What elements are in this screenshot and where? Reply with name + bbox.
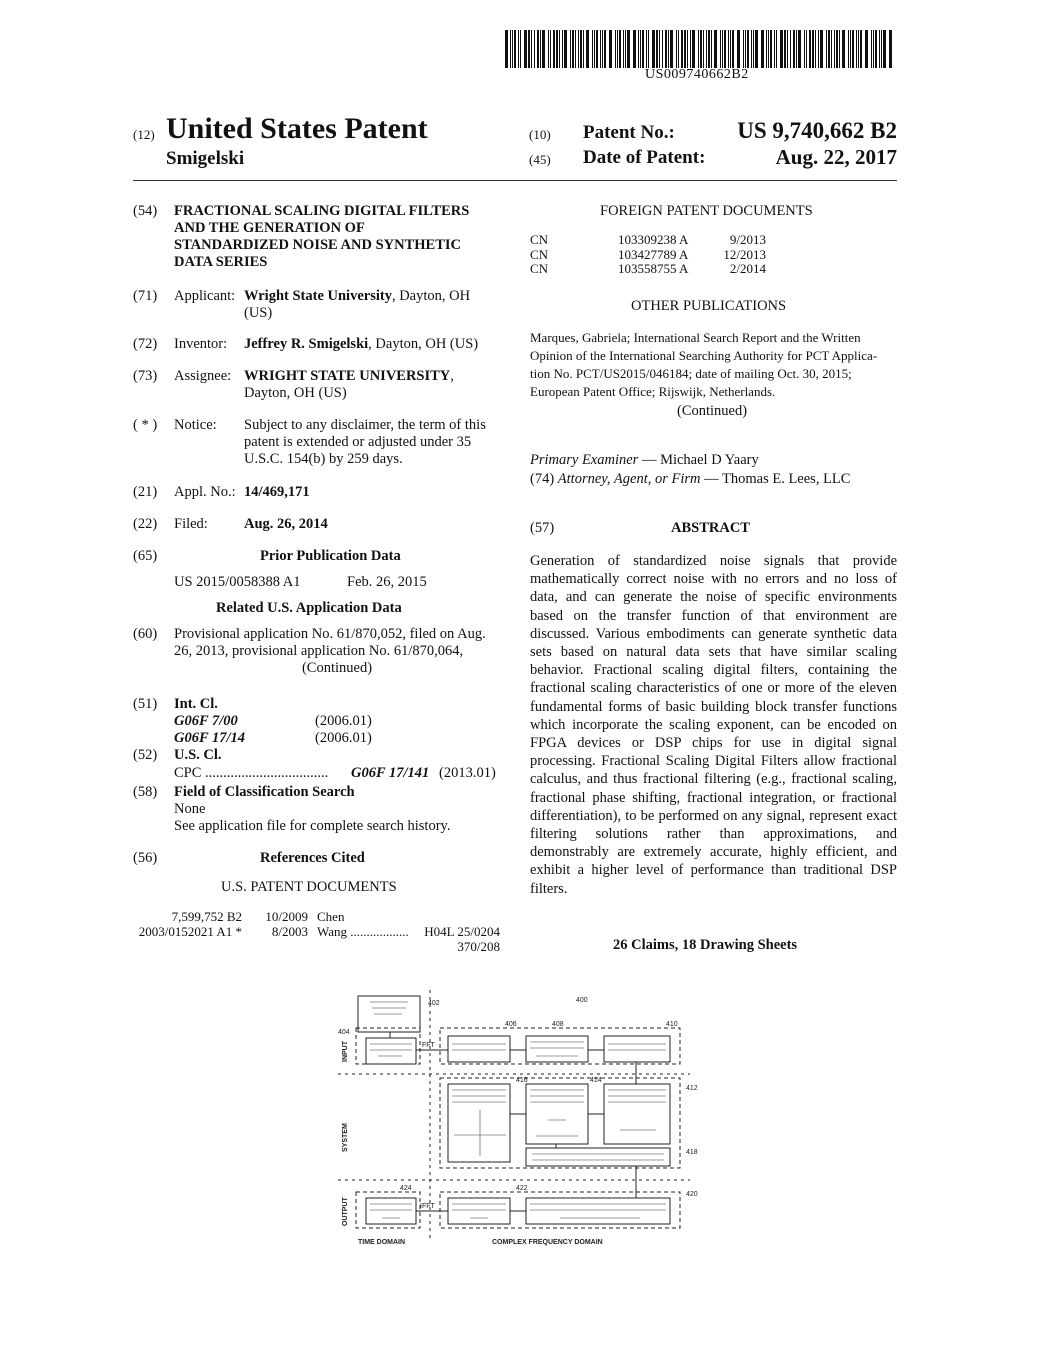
barcode-bar [790,30,791,68]
barcode-bar [714,30,717,68]
barcode-bar [583,30,584,68]
barcode-bar [774,30,775,68]
barcode-bar [836,30,838,68]
barcode-bar [708,30,710,68]
us-doc-extra-class: 370/208 [457,939,500,954]
barcode-bar [873,30,874,68]
barcode-bar [553,30,555,68]
date-label: Date of Patent: [583,147,706,168]
barcode-bar [881,30,882,68]
us-doc-class: H04L 25/0204 [424,924,500,939]
us-doc-number: 7,599,752 B2 [171,909,242,924]
barcode-bar [745,30,746,68]
foreign-country: CN [530,246,549,262]
tag-60: (60) [133,626,158,642]
assignee-comma: , [450,368,454,384]
fig-ref-406: 406 [505,1021,517,1028]
related-heading: Related U.S. Application Data [216,600,402,616]
barcode-bar [737,30,740,68]
fig-fft-label: FFT [422,1042,435,1049]
barcode-bar [883,30,886,68]
foreign-country: CN [530,261,549,276]
barcode-bar [852,30,854,68]
barcode-bar [856,30,857,68]
cpc-year: (2013.01) [439,765,496,781]
tag-22: (22) [133,516,158,532]
fig-output-label: OUTPUT [342,1197,349,1226]
barcode-bar [850,30,851,68]
barcode-bar [670,30,673,68]
barcode-bar [826,30,827,68]
barcode-bar [514,30,516,68]
barcode-bar [592,30,593,68]
fig-box-412 [604,1084,670,1144]
assignee-label: Assignee: [174,368,232,384]
barcode-bar [604,30,606,68]
barcode-bar [865,30,868,68]
foreign-country: CN [530,232,549,247]
fig-ref-402: 402 [428,1000,440,1007]
barcode-bar [831,30,832,68]
examiner-label: Primary Examiner [530,452,639,468]
barcode-bar [690,30,691,68]
us-doc-row [133,909,500,924]
barcode-bar [617,30,618,68]
barcode-bar [656,30,658,68]
barcode-bar [889,30,892,68]
barcode-bar [652,30,655,68]
barcode-bar [858,30,859,68]
barcode-bar [668,30,669,68]
foreign-number: 103309238 A [618,232,689,247]
other-pub-line: European Patent Office; Rijswijk, Netherlands. [530,384,776,399]
barcode-bar [698,30,699,68]
barcode-bar [796,30,797,68]
tag-10: (10) [529,127,551,142]
barcode-bar [681,30,683,68]
field-search-label: Field of Classification Search [174,784,355,800]
us-docs-heading: U.S. PATENT DOCUMENTS [221,879,397,895]
provisional-continued: (Continued) [301,660,373,676]
cpc-code: G06F 17/141 [351,765,430,781]
tag-12: (12) [133,127,155,142]
inventor-label: Inventor: [174,336,228,352]
barcode-bar [871,30,872,68]
barcode-bar [528,30,530,68]
title-line: DATA SERIES [174,254,268,270]
notice-line: patent is extended or adjusted under 35 [244,434,472,450]
fig-box-406 [448,1036,510,1062]
foreign-number: 103558755 A [618,261,689,276]
other-pub-line: Marques, Gabriela; International Search Report and the Written [530,330,861,345]
applicant [244,288,470,322]
fig-ref-414: 414 [590,1077,602,1084]
barcode-number: US009740662B2 [645,67,749,82]
foreign-number: 103427789 A [618,246,689,262]
fig-time-domain: TIME DOMAIN [358,1239,406,1246]
barcode-bar [828,30,830,68]
barcode-bar [761,30,764,68]
barcode-bar [798,30,801,68]
barcode-bar [770,30,772,68]
barcode-bar [812,30,814,68]
barcode-bar [648,30,649,68]
fig-box-414 [526,1084,588,1144]
applicant-country: (US) [244,305,273,321]
barcode-bar [678,30,679,68]
us-doc-name: Wang .................. [317,924,409,939]
title-line: FRACTIONAL SCALING DIGITAL FILTERS [174,203,470,219]
barcode-bar [520,30,521,68]
tag-58: (58) [133,784,158,800]
barcode-bar [751,30,752,68]
attorney-name: — Thomas E. Lees, LLC [704,471,851,487]
fig-freq-domain: COMPLEX FREQUENCY DOMAIN [492,1239,603,1246]
barcode-bar [720,30,721,68]
int-cl-year: (2006.01) [315,713,372,729]
fig-box-424 [366,1198,416,1224]
inventor-location: , Dayton, OH (US) [368,336,479,352]
foreign-date: 2/2014 [729,261,766,276]
barcode-bar [531,30,532,68]
assignee-location: Dayton, OH (US) [244,385,347,401]
barcode-bar [594,30,595,68]
references-heading: References Cited [260,850,365,866]
notice-line: U.S.C. 154(b) by 259 days. [244,451,403,467]
tag-54: (54) [133,203,158,219]
barcode-bar [548,30,549,68]
int-cl-code: G06F 7/00 [174,713,238,729]
provisional-text [174,626,500,677]
barcode-bar [623,30,624,68]
barcode-bar [787,30,788,68]
fig-ref-420: 420 [686,1191,698,1198]
barcode-bar [700,30,702,68]
barcode-bar [602,30,603,68]
notice-text [244,417,486,468]
barcode-bar [578,30,579,68]
barcode-bar [730,30,731,68]
barcode-bar [834,30,835,68]
barcode-bar [638,30,639,68]
barcode-bar [706,30,707,68]
fig-input-label: INPUT [342,1041,349,1062]
fig-system-group [440,1078,680,1168]
barcode-bar [570,30,571,68]
barcode-bar [625,30,626,68]
fig-ref-418: 418 [686,1149,698,1156]
int-cl-year: (2006.01) [315,730,372,746]
tag-72: (72) [133,336,158,352]
fig-ref-416: 416 [516,1077,528,1084]
barcode-bar [510,30,511,68]
barcode-bar [728,30,729,68]
foreign-row [530,262,766,277]
notice-line: Subject to any disclaimer, the term of this [244,417,486,433]
barcode-bar [512,30,513,68]
tag-52: (52) [133,747,158,763]
barcode-bar [564,30,567,68]
fig-box-418 [526,1148,670,1166]
barcode-bar [524,30,527,68]
us-doc-class [422,909,500,924]
fig-freq-top-group [440,1028,680,1064]
inventor [244,336,478,353]
barcode-bar [562,30,563,68]
field-search-line: See application file for complete search history. [174,818,451,834]
applicant-location: , Dayton, OH [391,288,471,304]
tag-65: (65) [133,548,158,564]
prior-pub-number: US 2015/0058388 A1 [174,574,301,590]
title-line: AND THE GENERATION OF [174,220,365,236]
other-pub-line: Opinion of the International Searching Authority for PCT Applica- [530,348,878,363]
fig-box-420 [526,1198,670,1224]
foreign-date: 9/2013 [729,232,766,247]
us-doc-date: 8/2003 [271,924,308,939]
barcode-bar [839,30,840,68]
foreign-table [530,233,766,277]
appl-no-label: Appl. No.: [174,484,236,500]
tag-21: (21) [133,484,158,500]
title-line: STANDARDIZED NOISE AND SYNTHETIC [174,237,461,253]
barcode-bar [676,30,677,68]
barcode-bar [793,30,795,68]
patent-no-label: Patent No.: [583,122,675,143]
barcode-bar [703,30,704,68]
barcode-bar [724,30,726,68]
barcode-bar [572,30,574,68]
fig-system-label: SYSTEM [342,1123,349,1152]
barcode [505,30,897,68]
barcode-bar [662,30,663,68]
barcode-bar [784,30,786,68]
barcode-bar [780,30,783,68]
barcode-bar [633,30,636,68]
barcode-bar [642,30,644,68]
barcode-bar [556,30,558,68]
inventor-surname: Smigelski [166,148,245,169]
barcode-bar [879,30,880,68]
abstract-heading: ABSTRACT [671,520,750,536]
fig-box-408 [526,1036,588,1062]
barcode-bar [815,30,816,68]
barcode-bar [692,30,695,68]
fig-box-410 [604,1036,670,1062]
barcode-bar [860,30,862,68]
assignee [244,368,454,402]
foreign-row [530,233,766,248]
other-pub-heading: OTHER PUBLICATIONS [631,298,787,314]
inventor-name: Jeffrey R. Smigelski [244,336,369,352]
attorney-label: Attorney, Agent, or Firm [557,471,701,487]
barcode-bar [640,30,641,68]
attorney [530,471,850,488]
int-cl-label: Int. Cl. [174,696,218,712]
barcode-bar [755,30,758,68]
us-cl-label: U.S. Cl. [174,747,222,763]
examiner [530,452,759,469]
claims-summary: 26 Claims, 18 Drawing Sheets [613,937,798,953]
barcode-bar [848,30,849,68]
prior-pub-date: Feb. 26, 2015 [347,574,427,590]
barcode-bar [540,30,541,68]
us-doc-name: Chen [317,909,345,924]
barcode-bar [687,30,688,68]
barcode-bar [711,30,712,68]
us-doc-number: 2003/0152021 A1 * [138,924,242,939]
foreign-heading: FOREIGN PATENT DOCUMENTS [600,203,813,219]
barcode-bar [776,30,777,68]
cpc-dots: .................................. [205,765,329,781]
fig-ref-400: 400 [576,997,588,1004]
tag-45: (45) [529,152,551,167]
other-pub-line: tion No. PCT/US2015/046184; date of mailing Oct. 30, 2015; [530,366,852,381]
barcode-bar [646,30,647,68]
barcode-bar [722,30,723,68]
barcode-bar [732,30,734,68]
invention-title [174,203,469,271]
provisional-line: 26, 2013, provisional application No. 61/870,064, [174,643,464,659]
barcode-bar [743,30,744,68]
barcode-bar [550,30,551,68]
foreign-date: 12/2013 [723,246,766,262]
patent-title: United States Patent [166,112,428,145]
patent-number: US 9,740,662 B2 [737,118,897,143]
barcode-bar [575,30,576,68]
fig-box-404 [366,1038,416,1064]
filed-label: Filed: [174,516,208,532]
barcode-bar [820,30,823,68]
tag-56: (56) [133,850,158,866]
fig-ref-404: 404 [338,1029,350,1036]
barcode-bar [559,30,560,68]
barcode-bar [768,30,769,68]
barcode-bar [619,30,621,68]
representative-figure [330,990,700,1250]
barcode-bar [615,30,616,68]
applicant-name: Wright State University [244,288,392,304]
us-docs-table [133,909,500,954]
tag-73: (73) [133,368,158,384]
barcode-bar [804,30,805,68]
barcode-bar [518,30,519,68]
field-search-line: None [174,801,206,817]
barcode-bar [534,30,535,68]
tag-71: (71) [133,288,158,304]
barcode-bar [875,30,877,68]
fig-ref-408: 408 [552,1021,564,1028]
barcode-bar [659,30,660,68]
other-pub-continued: (Continued) [677,403,748,419]
prior-pub-heading: Prior Publication Data [260,548,401,564]
barcode-bar [684,30,686,68]
barcode-bar [818,30,819,68]
barcode-bar [505,30,508,68]
examiner-name: — Michael D Yaary [641,452,759,468]
fig-box-422 [448,1198,510,1224]
barcode-bar [580,30,582,68]
us-doc-date: 10/2009 [265,909,308,924]
tag-51: (51) [133,696,158,712]
applicant-label: Applicant: [174,288,236,304]
tag-notice: ( * ) [133,417,158,433]
barcode-bar [753,30,754,68]
barcode-bar [537,30,539,68]
barcode-bar [806,30,807,68]
barcode-bar [665,30,667,68]
abstract-text: Generation of standardized noise signals that provide mathematically correct noise with no errors and no loss of data, and can generate the noise of specific environments based on the transfer function of that environment are discussed. Various embodiments can generate synthetic data sets based on natural data sets that have similar scaling behavior. Fractional scaling digital filters, containing the fractional scaling characteristics of one or more of the eleven fundamental forms of basic building block transfer functions which incorporate the scaling exponent, can be encoded on FPGA devices or DSP chips for use in digital signal processing. Fractional Scaling Digital Filters allow fractional calculus, and thus fractional filtering (e.g., fractional scaling, fractional phase shifting, fractional integration, or fractional differentiation), to be performed on any signal, represent exact filtering solutions rather than approximations, and demonstrably are extremely accurate, highly efficient, and exhibit a higher level of performance than traditional DSP filters. [530,553,897,897]
other-pub-text [530,329,897,401]
appl-no: 14/469,171 [244,484,310,500]
foreign-row [530,248,766,263]
barcode-bar [747,30,749,68]
barcode-bar [842,30,845,68]
barcode-bar [596,30,598,68]
fig-ref-410: 410 [666,1021,678,1028]
us-doc-row [133,924,500,939]
assignee-name: WRIGHT STATE UNIVERSITY [244,368,451,384]
filed-date: Aug. 26, 2014 [244,516,328,532]
tag-74: (74) [530,471,555,487]
header-rule [133,180,897,181]
notice-label: Notice: [174,417,217,433]
fig-ifft-label: IFFT [420,1203,435,1210]
field-search-text [174,801,450,835]
int-cl-code: G06F 17/14 [174,730,246,746]
barcode-bar [609,30,612,68]
fig-ref-424: 424 [400,1185,412,1192]
barcode-bar [600,30,601,68]
barcode-bar [809,30,811,68]
barcode-bar [627,30,630,68]
barcode-bar [586,30,589,68]
barcode-bar [766,30,767,68]
tag-57: (57) [530,520,555,536]
cpc-label: CPC [174,765,202,781]
barcode-bar [542,30,545,68]
fig-ref-422: 422 [516,1185,528,1192]
fig-ref-412: 412 [686,1085,698,1092]
provisional-line: Provisional application No. 61/870,052, filed on Aug. [174,626,486,642]
patent-date: Aug. 22, 2017 [775,145,897,169]
